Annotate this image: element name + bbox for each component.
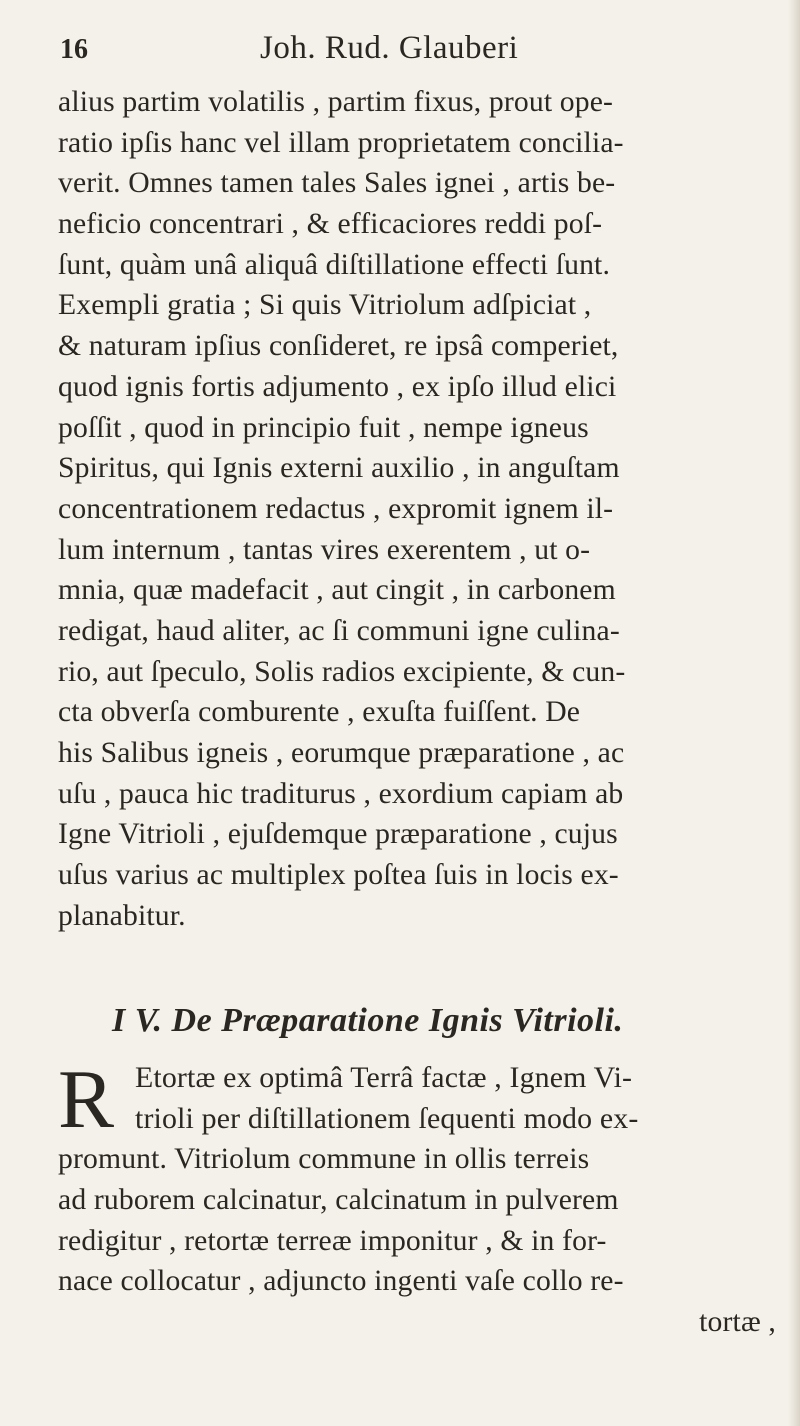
text-line: ſunt, quàm unâ aliquâ diſtillatione effecti ſunt.: [58, 248, 611, 281]
text-line: redigat, haud aliter, ac ſi communi igne culina-: [58, 614, 620, 647]
text-line: cta obverſa comburente , exuſta fuiſſent. De: [58, 696, 581, 729]
text-line: Spiritus, qui Ignis externi auxilio , in anguſtam: [58, 452, 620, 485]
paragraph-2: [58, 1053, 788, 1343]
text-line: poſſit , quod in principio fuit , nempe igneus: [58, 411, 589, 444]
drop-capital: R: [58, 1053, 115, 1146]
text-line: uſus varius ac multiplex poſtea ſuis in locis ex-: [58, 859, 619, 892]
text-line: uſu , pauca hic traditurus , exordium capiam ab: [58, 777, 624, 810]
text-line: alius partim volatilis , partim fixus, prout ope-: [58, 86, 614, 118]
text-line: his Salibus igneis , eorumque præparatione , ac: [58, 737, 625, 769]
text-line: ad ruborem calcinatur, calcinatum in pulverem: [58, 1184, 619, 1217]
text-line: Exempli gratia ; Si quis Vitriolum adſpiciat ,: [58, 289, 592, 322]
text-line: verit. Omnes tamen tales Sales ignei , artis be-: [58, 167, 616, 200]
text-line: neficio concentrari , & efficaciores reddi poſ-: [58, 208, 603, 241]
text-line: & naturam ipſius conſideret, re ipsâ comperiet,: [58, 330, 619, 363]
page-edge: [788, 0, 800, 1426]
text-line: redigitur , retortæ terreæ imponitur , & in for-: [58, 1224, 607, 1257]
section-heading: I V. De Præparatione Ignis Vitrioli.: [112, 1002, 624, 1039]
text-line: Etortæ ex optimâ Terrâ factæ , Ignem Vi-: [135, 1061, 633, 1094]
text-line: quod ignis fortis adjumento , ex ipſo illud elici: [58, 370, 617, 403]
page-header: [60, 22, 760, 72]
catchword: tortæ ,: [699, 1306, 776, 1339]
text-line: rio, aut ſpeculo, Solis radios excipiente, & cun-: [58, 655, 626, 688]
text-line: nace collocatur , adjuncto ingenti vaſe collo re-: [58, 1265, 624, 1298]
text-line: promunt. Vitriolum commune in ollis terreis: [58, 1143, 590, 1176]
text-line: Igne Vitrioli , ejuſdemque præparatione , cujus: [58, 818, 618, 851]
text-line: trioli per diſtillationem ſequenti modo ex-: [135, 1101, 639, 1135]
running-head: Joh. Rud. Glauberi: [260, 30, 519, 66]
text-line: ratio ipſis hanc vel illam proprietatem concilia-: [58, 126, 624, 159]
text-line: concentrationem redactus , expromit ignem il-: [58, 492, 614, 525]
text-line: planabitur.: [58, 899, 186, 932]
text-line: lum internum , tantas vires exerentem , ut o-: [58, 533, 591, 566]
paragraph-1: [58, 82, 788, 936]
text-line: mnia, quæ madefacit , aut cingit , in carbonem: [58, 574, 616, 607]
page-number: 16: [60, 34, 88, 65]
